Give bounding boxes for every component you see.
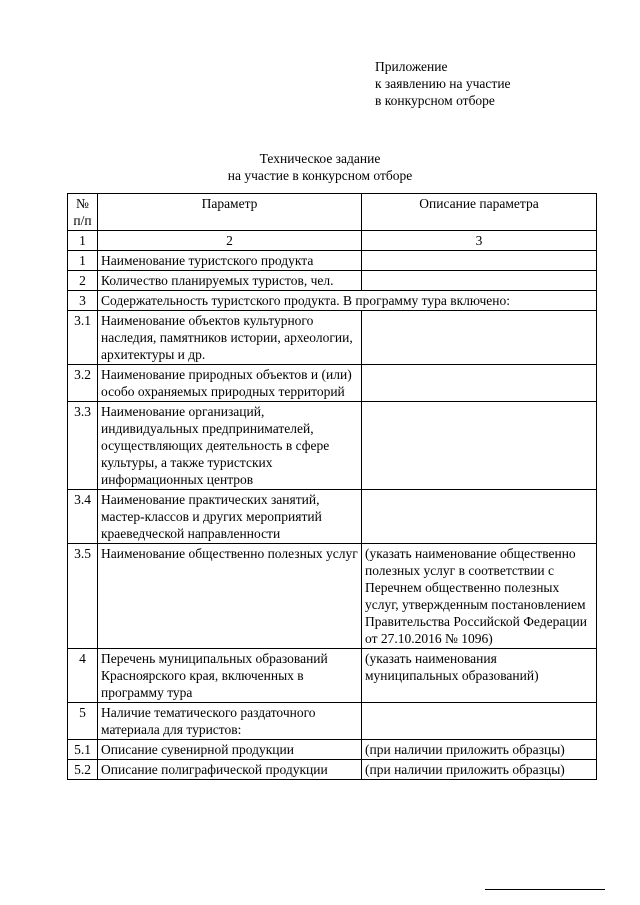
header-desc: Описание параметра (362, 194, 597, 231)
row-num: 3.5 (68, 544, 98, 649)
spec-table (67, 193, 597, 780)
table-row (68, 740, 597, 760)
row-num: 1 (68, 251, 98, 271)
title-line: Техническое задание (259, 151, 381, 166)
row-param: Перечень муниципальных образований Красноярского края, включенных в программу тура (98, 649, 362, 703)
row-param: Количество планируемых туристов, чел. (98, 271, 362, 291)
row-num: 3 (68, 291, 98, 311)
row-desc: (при наличии приложить образцы) (362, 740, 597, 760)
footer-divider (485, 889, 605, 890)
row-desc (362, 365, 597, 402)
row-num: 3.4 (68, 490, 98, 544)
table-row (68, 402, 597, 490)
column-number: 3 (362, 231, 597, 251)
table-row (68, 291, 597, 311)
row-desc (362, 703, 597, 740)
row-num: 5.2 (68, 760, 98, 780)
row-num: 4 (68, 649, 98, 703)
header-num-line: № (76, 196, 89, 211)
column-number: 1 (68, 231, 98, 251)
row-param: Наименование организаций, индивидуальных предпринимателей, осуществляющих деятельность в сфере культуры, а также туристских информационных центров (98, 402, 362, 490)
row-param: Описание сувенирной продукции (98, 740, 362, 760)
table-row (68, 311, 597, 365)
row-num: 3.2 (68, 365, 98, 402)
row-desc: (при наличии приложить образцы) (362, 760, 597, 780)
row-desc (362, 311, 597, 365)
table-row (68, 251, 597, 271)
row-num: 5 (68, 703, 98, 740)
row-desc (362, 271, 597, 291)
document-title (0, 150, 640, 184)
row-desc: (указать наименования муниципальных образований) (362, 649, 597, 703)
row-param: Наименование практических занятий, мастер-классов и других мероприятий краеведческой направленности (98, 490, 362, 544)
appendix-note (375, 58, 511, 109)
table-row (68, 760, 597, 780)
appendix-line: Приложение (375, 59, 448, 74)
appendix-line: к заявлению на участие (375, 76, 511, 91)
table-header-row (68, 194, 597, 231)
row-desc: (указать наименование общественно полезных услуг в соответствии с Перечнем общественно полезных услуг, утвержденным постановлением Правительства Российской Федерации от 27.10.2016 № 1096) (362, 544, 597, 649)
row-param: Наименование туристского продукта (98, 251, 362, 271)
row-param: Наличие тематического раздаточного материала для туристов: (98, 703, 362, 740)
table-row (68, 703, 597, 740)
table-row (68, 271, 597, 291)
row-desc (362, 490, 597, 544)
row-param: Наименование объектов культурного наследия, памятников истории, археологии, архитектуры и др. (98, 311, 362, 365)
column-number-row (68, 231, 597, 251)
table-row (68, 490, 597, 544)
row-param: Наименование общественно полезных услуг (98, 544, 362, 649)
row-param: Содержательность туристского продукта. В программу тура включено: (98, 291, 597, 311)
header-num-line: п/п (73, 213, 92, 228)
row-num: 3.1 (68, 311, 98, 365)
row-num: 2 (68, 271, 98, 291)
row-num: 5.1 (68, 740, 98, 760)
header-param: Параметр (98, 194, 362, 231)
row-desc (362, 251, 597, 271)
table-row (68, 544, 597, 649)
table-row (68, 649, 597, 703)
title-line: на участие в конкурсном отборе (227, 168, 413, 183)
table-row (68, 365, 597, 402)
row-num: 3.3 (68, 402, 98, 490)
row-param: Наименование природных объектов и (или) особо охраняемых природных территорий (98, 365, 362, 402)
appendix-line: в конкурсном отборе (375, 93, 495, 108)
header-num (68, 194, 98, 231)
row-desc (362, 402, 597, 490)
column-number: 2 (98, 231, 362, 251)
row-param: Описание полиграфической продукции (98, 760, 362, 780)
